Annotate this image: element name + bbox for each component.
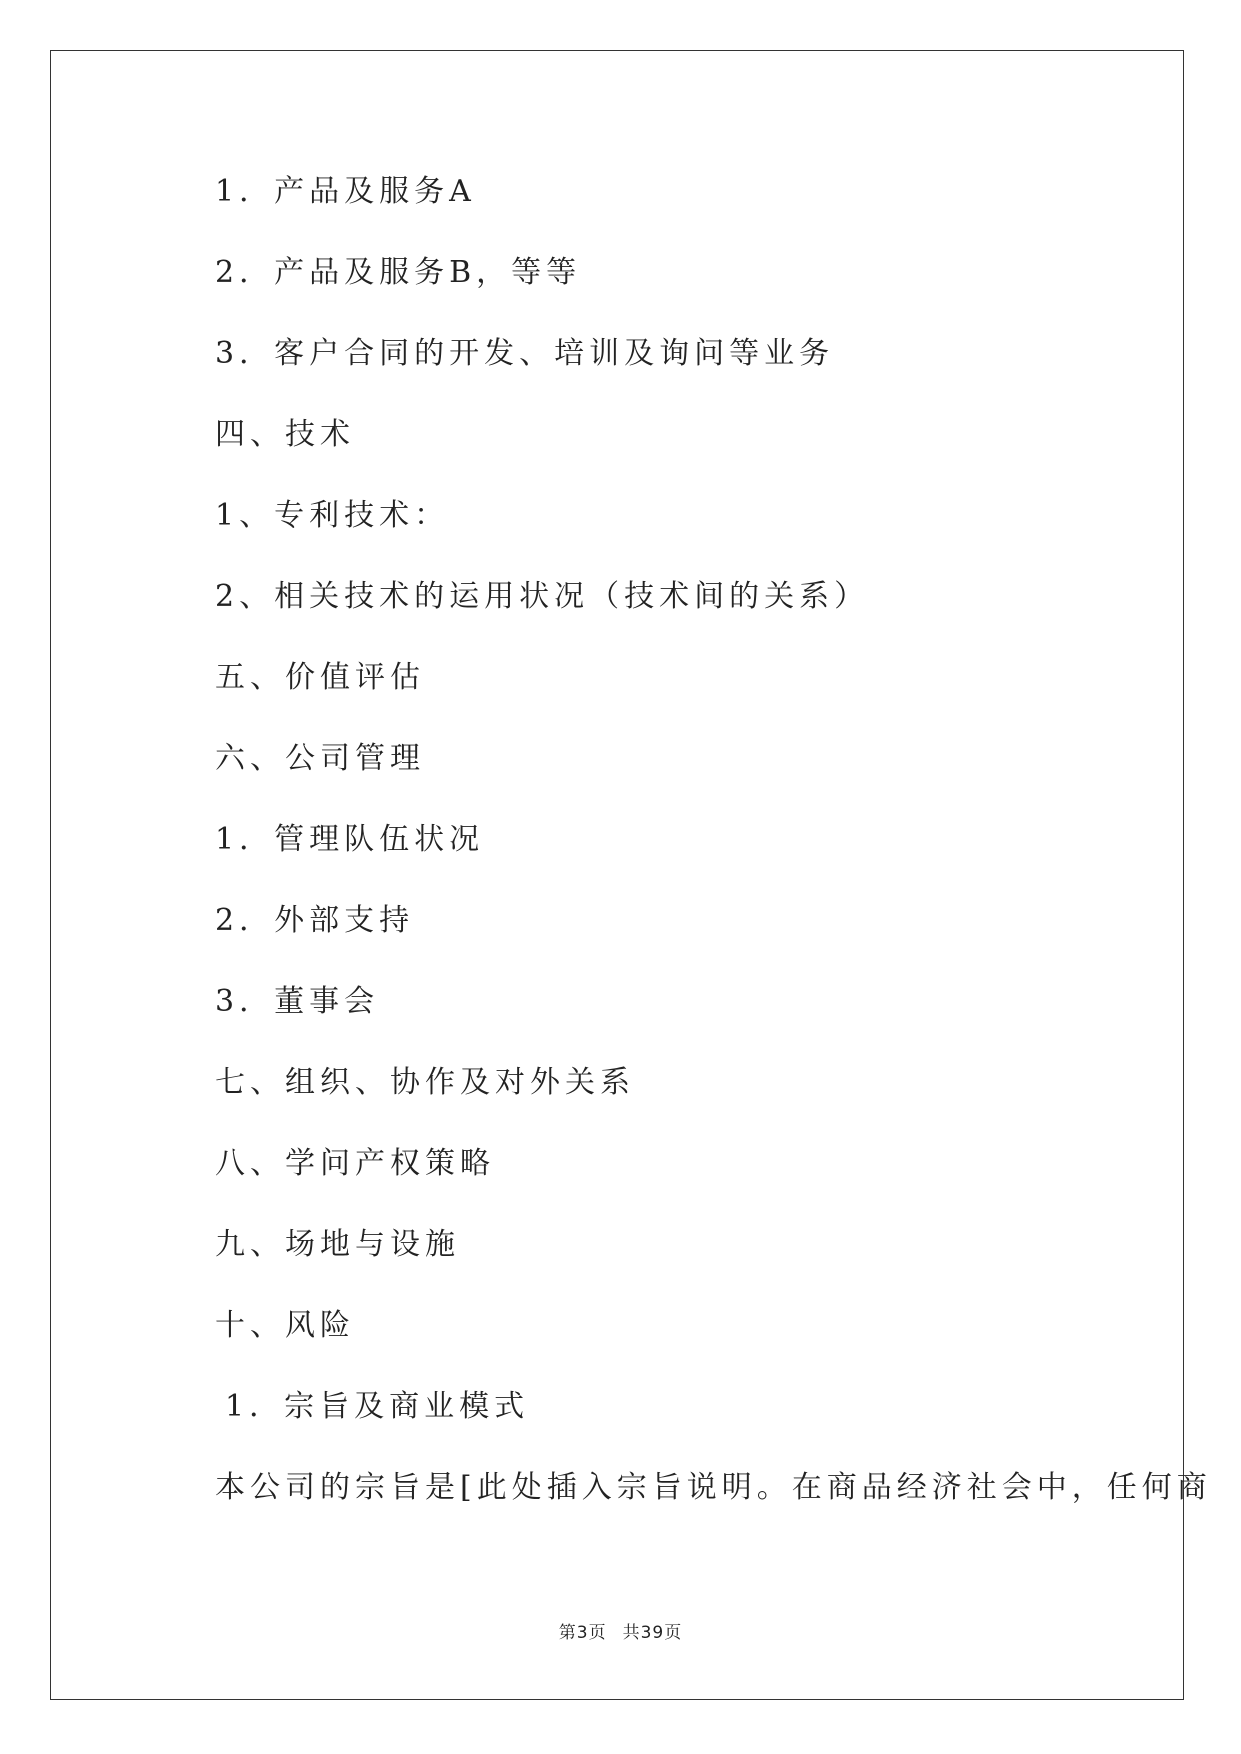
page-total: 共39页 [622,1623,683,1643]
list-item-patents: 1、专利技术： [215,498,450,533]
page-footer [0,1618,1241,1643]
list-item-mission-model: 1．宗旨及商业模式 [225,1389,530,1424]
list-item-related-tech: 2、相关技术的运用状况（技术间的关系） [215,579,870,614]
section-heading-technology: 四、技术 [215,417,355,452]
page-number: 第3页 [558,1623,607,1643]
list-item-management-team: 1．管理队伍状况 [215,822,485,857]
list-item-external-support: 2．外部支持 [215,903,415,938]
list-item-customer-contracts: 3．客户合同的开发、培训及询问等业务 [215,336,835,371]
section-heading-management: 六、公司管理 [215,741,425,776]
section-heading-risk: 十、风险 [215,1308,355,1343]
section-heading-ip-strategy: 八、学问产权策略 [215,1146,495,1181]
section-heading-facilities: 九、场地与设施 [215,1227,460,1262]
document-body [215,170,1212,1547]
list-item-product-b: 2．产品及服务B，等等 [215,255,582,290]
list-item-board: 3．董事会 [215,984,380,1019]
section-heading-organization: 七、组织、协作及对外关系 [215,1065,635,1100]
list-item-product-a: 1．产品及服务A [215,174,476,209]
section-heading-valuation: 五、价值评估 [215,660,425,695]
paragraph-mission: 本公司的宗旨是[此处插入宗旨说明。在商品经济社会中，任何商 [215,1470,1212,1505]
